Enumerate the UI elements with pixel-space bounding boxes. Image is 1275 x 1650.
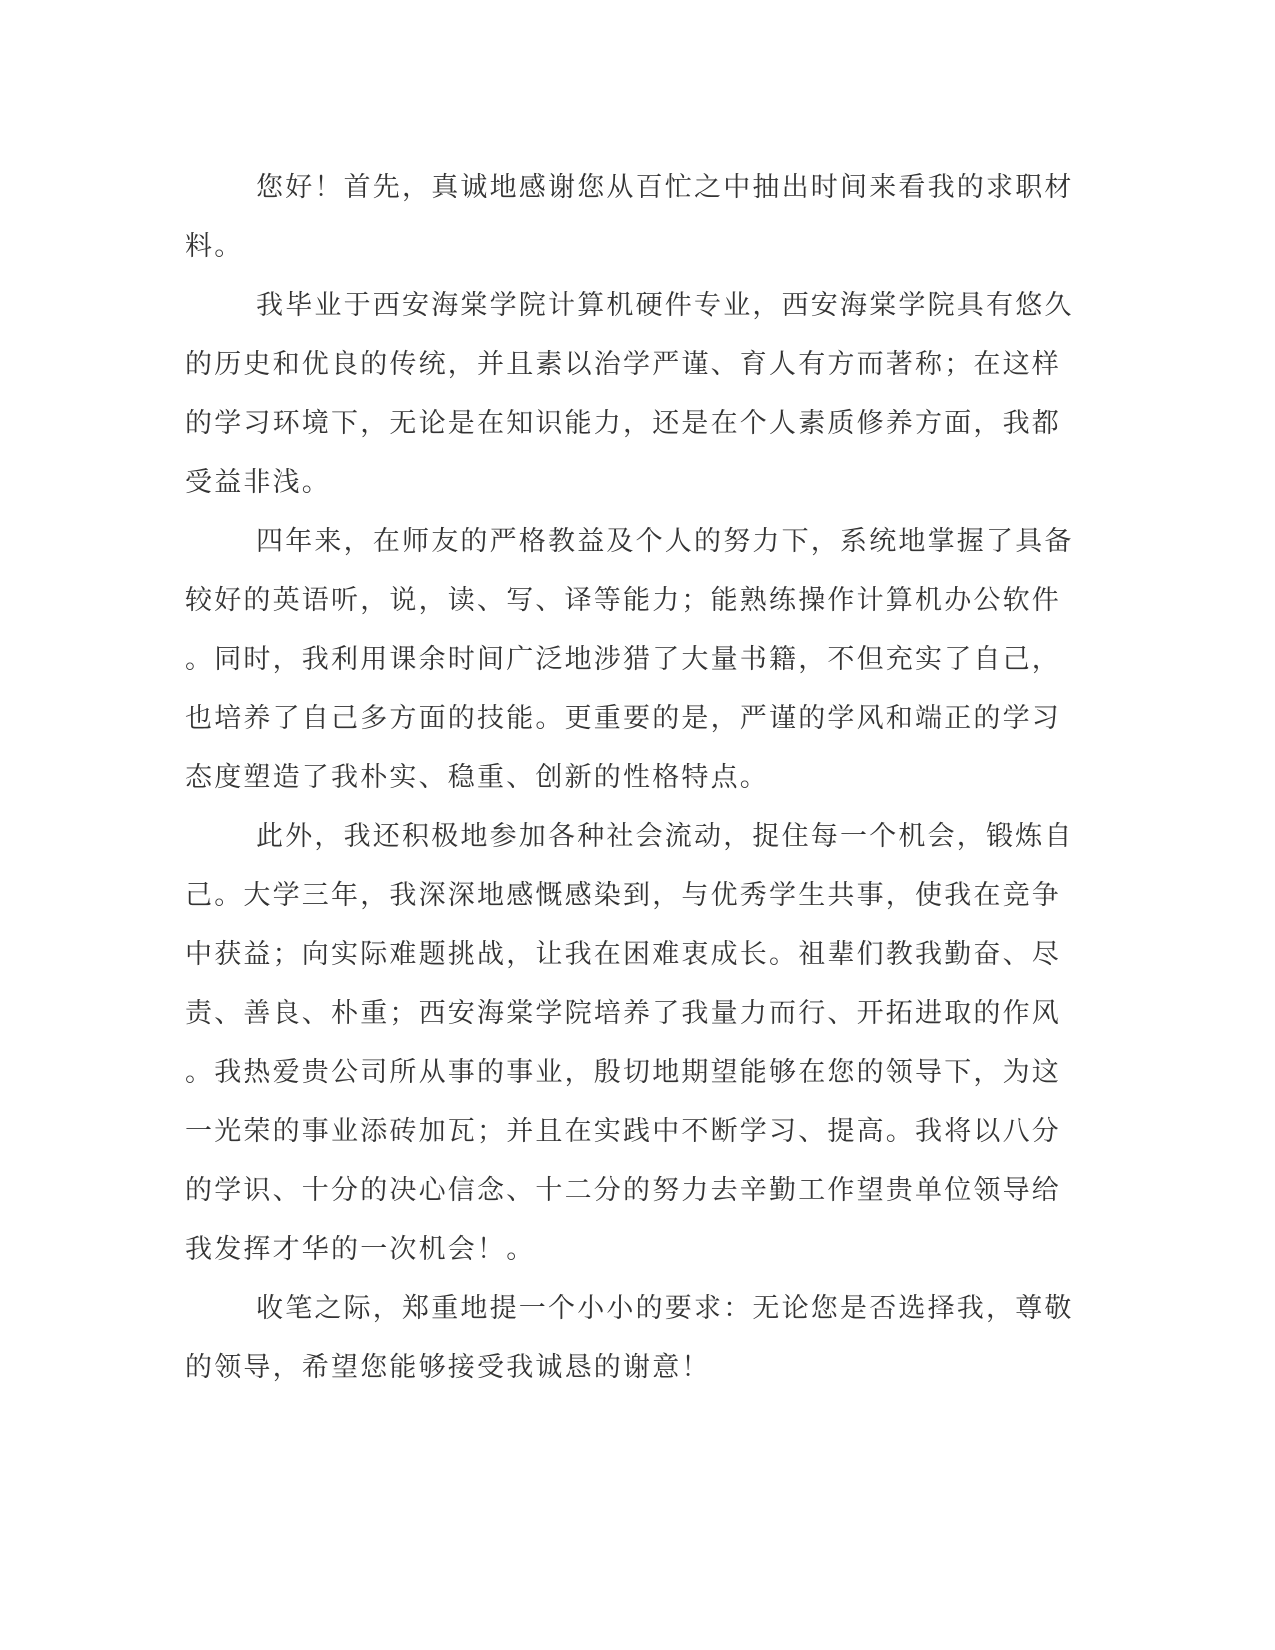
- paragraph-skills: [185, 512, 1074, 807]
- text-line: 受益非浅。: [185, 467, 331, 498]
- text-line: 此外，我还积极地参加各种社会流动，捉住每一个机会，锻炼自: [256, 821, 1074, 852]
- text-line: 的学习环境下，无论是在知识能力，还是在个人素质修养方面，我都: [185, 408, 1061, 439]
- text-line: 四年来，在师友的严格教益及个人的努力下，系统地掌握了具备: [256, 526, 1074, 557]
- text-line: 责、善良、朴重；西安海棠学院培养了我量力而行、开拓进取的作风: [185, 998, 1061, 1029]
- text-line: 己。大学三年，我深深地感慨感染到，与优秀学生共事，使我在竞争: [185, 880, 1061, 911]
- text-line: 我发挥才华的一次机会！。: [185, 1234, 536, 1265]
- text-line: 的历史和优良的传统，并且素以治学严谨、育人有方而著称；在这样: [185, 349, 1061, 380]
- letter-body: [185, 158, 1074, 1397]
- text-line: 我毕业于西安海棠学院计算机硬件专业，西安海棠学院具有悠久: [256, 290, 1074, 321]
- text-line: 一光荣的事业添砖加瓦；并且在实践中不断学习、提高。我将以八分: [185, 1116, 1061, 1147]
- text-line: 的领导，希望您能够接受我诚恳的谢意！: [185, 1352, 711, 1383]
- text-line: 较好的英语听，说，读、写、译等能力；能熟练操作计算机办公软件: [185, 585, 1061, 616]
- text-line: 您好！首先，真诚地感谢您从百忙之中抽出时间来看我的求职材: [256, 172, 1074, 203]
- paragraph-closing: [185, 1279, 1074, 1397]
- paragraph-greeting: [185, 158, 1074, 276]
- text-line: 中获益；向实际难题挑战，让我在困难衷成长。祖辈们教我勤奋、尽: [185, 939, 1061, 970]
- paragraph-activities: [185, 807, 1074, 1279]
- text-line: 。我热爱贵公司所从事的事业，殷切地期望能够在您的领导下，为这: [185, 1057, 1061, 1088]
- text-line: 的学识、十分的决心信念、十二分的努力去辛勤工作望贵单位领导给: [185, 1175, 1061, 1206]
- text-line: 也培养了自己多方面的技能。更重要的是，严谨的学风和端正的学习: [185, 703, 1061, 734]
- text-line: 态度塑造了我朴实、稳重、创新的性格特点。: [185, 762, 769, 793]
- text-line: 收笔之际，郑重地提一个小小的要求：无论您是否选择我，尊敬: [256, 1293, 1074, 1324]
- text-line: 料。: [185, 231, 244, 262]
- paragraph-education: [185, 276, 1074, 512]
- text-line: 。同时，我利用课余时间广泛地涉猎了大量书籍，不但充实了自己，: [185, 644, 1061, 675]
